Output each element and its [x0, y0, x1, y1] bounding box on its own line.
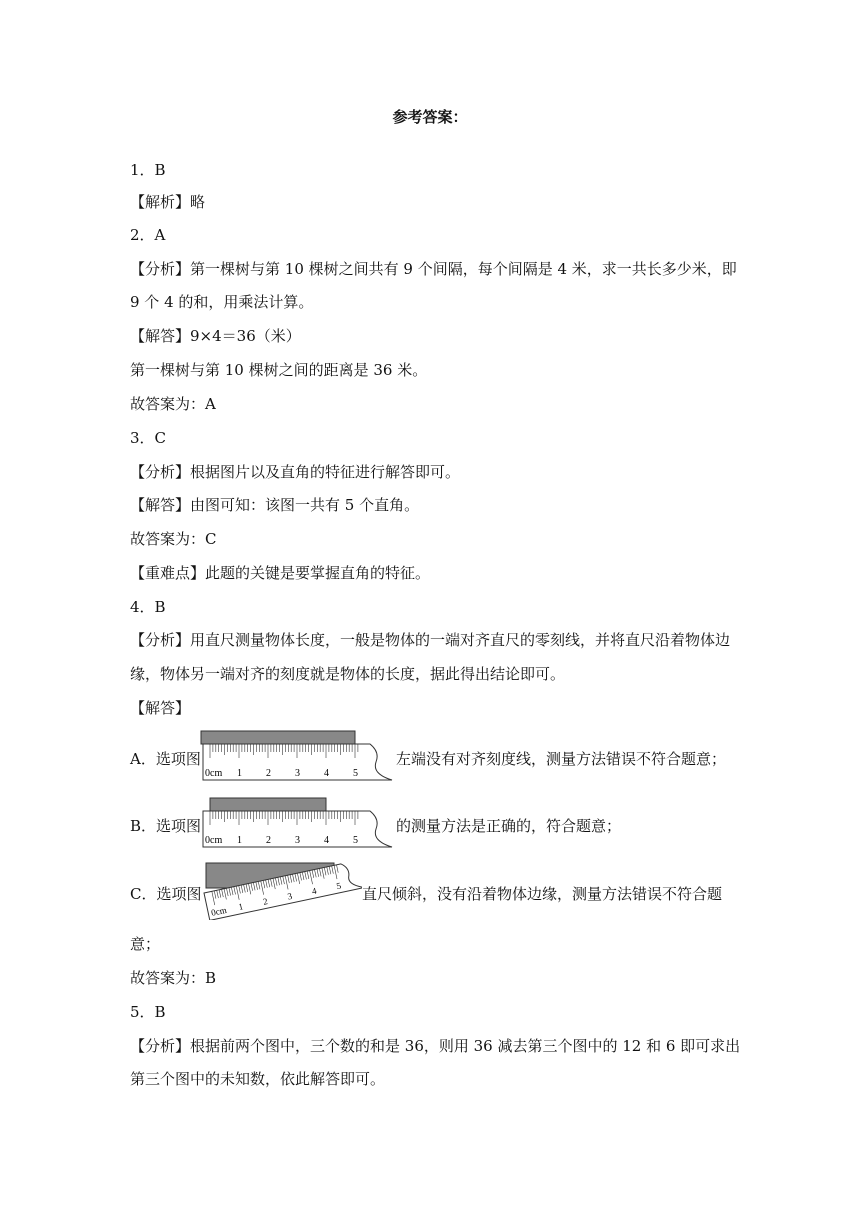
- q2-final: 故答案为：A: [130, 395, 216, 413]
- q4-option-c-suffix-line2: 意；: [130, 935, 161, 953]
- option-a-label-0: 0cm: [205, 768, 223, 779]
- q1-analysis: 【解析】略: [130, 193, 206, 211]
- option-b-label-4: 4: [324, 835, 329, 846]
- q4-final: 故答案为：B: [130, 969, 217, 987]
- q1-answer: 1．B: [130, 161, 166, 179]
- option-a-label-2: 2: [266, 768, 271, 779]
- option-a-label-5: 5: [353, 768, 358, 779]
- q5-answer: 5．B: [130, 1003, 166, 1021]
- q3-solution: 【解答】由图可知：该图一共有 5 个直角。: [130, 496, 420, 514]
- q4-option-b-prefix: B．选项图: [130, 817, 202, 835]
- q5-analysis-line1: 【分析】根据前两个图中，三个数的和是 36，则用 36 减去第三个图中的 12 和 6 即可求出: [130, 1037, 741, 1055]
- option-b-object: [210, 798, 326, 811]
- q3-key-point: 【重难点】此题的关键是要掌握直角的特征。: [130, 564, 431, 582]
- option-b-label-0: 0cm: [205, 835, 223, 846]
- option-c-label-4: 4: [311, 885, 318, 897]
- q2-conclusion: 第一棵树与第 10 棵树之间的距离是 36 米。: [130, 361, 428, 379]
- option-a-object: [201, 731, 355, 744]
- q4-option-b-suffix: 的测量方法是正确的，符合题意；: [396, 817, 622, 835]
- q5-analysis-line2: 第三个图中的未知数，依此解答即可。: [130, 1070, 386, 1088]
- q4-option-c-suffix-line1: 直尺倾斜，没有沿着物体边缘，测量方法错误不符合题: [362, 885, 723, 903]
- q2-analysis-line2: 9 个 4 的和，用乘法计算。: [130, 293, 314, 311]
- q3-answer: 3．C: [130, 429, 167, 447]
- option-c-label-2: 2: [262, 896, 269, 907]
- option-c-label-0: 0cm: [210, 904, 228, 918]
- option-b-label-3: 3: [295, 835, 300, 846]
- option-b-label-1: 1: [237, 835, 242, 846]
- q4-analysis-line1: 【分析】用直尺测量物体长度，一般是物体的一端对齐直尺的零刻线，并将直尺沿着物体边: [130, 631, 731, 649]
- q2-analysis-line1: 【分析】第一棵树与第 10 棵树之间共有 9 个间隔，每个间隔是 4 米，求一共长多少米，即: [130, 260, 737, 278]
- option-c-ruler-figure: [202, 862, 362, 920]
- q2-solution: 【解答】9×4＝36（米）: [130, 327, 301, 345]
- q3-final: 故答案为：C: [130, 530, 217, 548]
- option-b-label-2: 2: [266, 835, 271, 846]
- q4-option-a-suffix: 左端没有对齐刻度线，测量方法错误不符合题意；: [396, 750, 727, 768]
- page-title: 参考答案：: [392, 108, 468, 126]
- option-b-ruler-figure: [200, 797, 395, 849]
- option-c-label-1: 1: [237, 901, 245, 912]
- q4-solution-label: 【解答】: [130, 699, 191, 717]
- option-c-label-3: 3: [286, 890, 294, 902]
- option-c-label-5: 5: [335, 880, 342, 892]
- option-a-label-1: 1: [237, 768, 242, 779]
- option-b-label-5: 5: [353, 835, 358, 846]
- option-a-label-3: 3: [295, 768, 300, 779]
- q4-option-c-prefix: C．选项图: [130, 885, 202, 903]
- q3-analysis: 【分析】根据图片以及直角的特征进行解答即可。: [130, 463, 461, 481]
- option-a-ruler-figure: [200, 730, 395, 782]
- q2-answer: 2．A: [130, 226, 166, 244]
- q4-answer: 4．B: [130, 598, 166, 616]
- q4-analysis-line2: 缘，物体另一端对齐的刻度就是物体的长度，据此得出结论即可。: [130, 665, 566, 683]
- q4-option-a-prefix: A．选项图: [130, 750, 201, 768]
- option-a-label-4: 4: [324, 768, 329, 779]
